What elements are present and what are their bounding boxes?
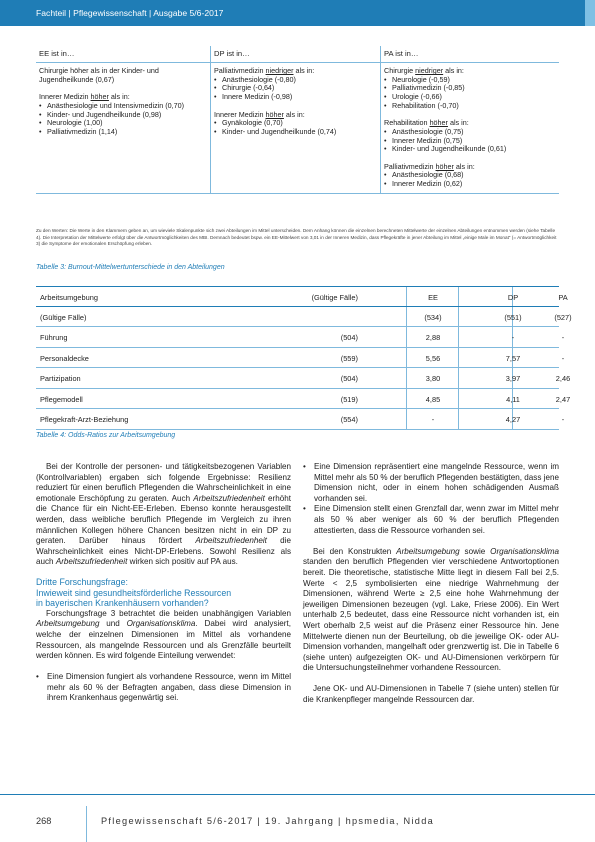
dp-palliative-heading: Palliativmedizin niedriger als in: [214,66,315,75]
list-item: • Gynäkologie (0,70) [214,119,377,128]
header-valid-cases: (Gültige Fälle) [311,293,358,302]
table-row: Führung (504) 2,88 - - [36,327,559,348]
criteria-list-continued [303,462,559,536]
header-dp: DP ist in… [210,46,380,62]
list-item: • Eine Dimension fungiert als vorhandene Ressource, wenn im Mittel mehr als 60 % der Befragten angaben, dass diese Dimension in ihrem Krankenhaus gegenwärtig sei. [36,672,291,704]
header-environment: Arbeitsumgebung [40,293,98,302]
table-4-caption: Tabelle 4: Odds-Ratios zur Arbeitsumgebung [36,432,176,439]
list-item: • Anästhesiologie (0,68) [384,171,556,180]
table-row: Personaldecke (559) 5,56 7,57 - [36,348,559,369]
table-odds-ratios [36,286,572,430]
section-heading: Dritte Forschungsfrage: Inwieweit sind gesundheitsförderliche Ressourcen in bayerischen Krankenhäusern vorhanden? [36,576,232,609]
table-row: (Gültige Fälle) (534) (551) (527) [36,307,559,328]
pa-surgery-heading: Chirurgie niedriger als in: [384,66,464,75]
ee-internal-heading: Innerer Medizin höher als in: [39,92,130,102]
table-header-row [36,286,568,307]
list-item: • Kinder- und Jugendheilkunde (0,61) [384,145,556,154]
table-body-row [36,63,559,194]
header-text: Fachteil | Pflegewissenschaft | Ausgabe 5/6-2017 [36,8,224,18]
list-item: • Chirurgie (-0,64) [214,84,377,93]
header-pa: PA ist in… [380,46,559,62]
table-3-caption: Tabelle 3: Burnout-Mittelwertunterschiede in den Abteilungen [36,264,225,271]
pa-palliative-heading: Palliativmedizin höher als in: [384,161,475,171]
paragraph: Bei der Kontrolle der personen- und tätigkeitsbezogenen Variablen (Kontrollvariablen) ergaben sich folgende Ergebnisse: Resilienz reduziert für einen beruflich Pflegenden die Wahrscheinlichkeit in eine emotionale Erschöpfung zu geraten. Auch Arbeitszufriedenheit erhöht die Chance für ein Nicht-EE-Erleben. Ebenso konnte herausgestellt werden, dass weibliche beruflich Pflegende im Vergleich zu ihren männlichen Kollegen höhere Chancen besitzen nicht in ein DP zu geraten. Darüber hinaus fördert Arbeitszufriedenheit die Wahrscheinlichkeit eines Nicht-DP-Erlebens. Sowohl Resilienz als auch Arbeitszufriedenheit wirken sich positiv auf PA aus. [36,462,291,567]
list-item: • Urologie (-0,66) [384,93,556,102]
paragraph: Jene OK- und AU-Dimensionen in Tabelle 7 (siehe unten) stellen für die Krankenpfleger mangelnde Ressourcen dar. [303,684,559,705]
dp-internal-list [214,119,377,136]
dp-internal-heading: Innerer Medizin höher als in: [214,109,305,119]
list-item: • Rehabilitation (-0,70) [384,102,556,111]
criteria-list [36,672,291,704]
header-ee: EE ist in… [39,49,75,58]
list-item: • Innerer Medizin (0,75) [384,137,556,146]
column-pa [380,63,559,193]
list-item: • Kinder- und Jugendheilkunde (0,98) [39,111,207,120]
column-dp [210,63,380,193]
list-item: • Palliativmedizin (1,14) [39,128,207,137]
footer-divider [0,794,595,795]
list-item: • Anästhesiologie (0,75) [384,128,556,137]
list-item: • Palliativmedizin (-0,85) [384,84,556,93]
pa-palliative-list [384,171,556,188]
pa-rehab-heading: Rehabilitation höher als in: [384,118,469,128]
list-item: • Eine Dimension repräsentiert eine mangelnde Ressource, wenn im Mittel mehr als 50 % der beruflich Pflegenden bestätigten, dass jene Dimension nicht, oder in einem hohen schädigenden Ausmaß vorhanden sei. [303,462,559,504]
table-header-row [36,46,559,63]
page-header [0,0,595,26]
paragraph: Forschungsfrage 3 betrachtet die beiden unabhängigen Variablen Arbeitsumgebung und Organisationsklima. Dabei wird analysiert, welche der einzelnen Dimensionen im Mittel als vorhandene Ressourcen, als mangelnde Ressourcen und als Grenzfälle beurteilt werden können. Es wird folgende Einteilung verwendet: [36,608,291,661]
paragraph: Bei den Konstrukten Arbeitsumgebung sowie Organisationsklima standen den beruflich Pflegenden vier verschiedene Antwortoptionen bereit. Die theoretische, statistische Mitte liegt in diesem Fall bei 2,5. Werte < 2,5 symbolisierten eine niedrige Wahrnehmung der Dimensionen, während Werte ≥ 2,5 eine hohe Wahrnehmung der jeweiligen Dimensionen bezeugen (vgl. Lake, Friese 2006). Ein Wert unterhalb 2,5 bedeutet, dass eine Ressource nicht vorhanden ist, ein Wert oberhalb 2,5 weist auf die Präsenz einer Ressource hin. Jene Mittelwerte dienen nun der Beurteilung, ob die jeweilige OK- oder AU-Dimension vorhanden, mangelhaft oder grenzwertig ist. Die in Tabelle 6 (siehe unten) aufgezeigten OK- und AU-Dimensionen verkörpern für die Untersuchungsteilnehmer vorhandene Ressourcen. [303,546,559,673]
pa-surgery-list [384,76,556,111]
header-ee: EE [428,293,438,302]
table-note: Zu den Werten: Die Werte in den Klammern geben an, um wieviele Skalenpunkte sich zwei Abteilungen im Mittel unterscheiden. Dem Anhang können die einzelnen berechneten Mittelwerte der einzelnen Abteilungen entnommen werden (siehe Tabelle 4). Die Interpretation der Mittelwerte erfolgt über die Antwortmöglichkeiten des MBI. Demnach bedeutet bspw. ein EE-Mittelwert von 3,01 in der Inneren Medizin, dass Pflegekräfte in jener Abteilung im Mittel „einige Male im Monat“ (= Antwortmöglichkeit 3) die Symptome der emotionalen Erschöpfung erleben. [36,228,557,247]
table-burnout-differences [36,46,559,194]
list-item: • Neurologie (-0,59) [384,76,556,85]
table-row: Partizipation (504) 3,80 3,97 2,46 [36,368,559,389]
ee-internal-list [39,102,207,137]
dp-palliative-list [214,76,377,102]
column-ee [36,63,210,193]
pa-rehab-list [384,128,556,154]
list-item: • Innere Medizin (-0,98) [214,93,377,102]
footer-vertical-divider [86,806,87,842]
list-item: • Anästhesiologie und Intensivmedizin (0,70) [39,102,207,111]
table-row: Pflegemodell (519) 4,85 4,11 2,47 [36,389,559,410]
list-item: • Innerer Medizin (0,62) [384,180,556,189]
page-number: 268 [36,816,52,826]
header-dp: DP [507,293,519,302]
ee-surgery: Chirurgie höher als in der Kinder- und Jugendheilkunde (0,67) [39,66,159,84]
footer-publication: Pflegewissenschaft 5/6-2017 | 19. Jahrgang | hpsmedia, Nidda [101,816,435,826]
body-column-right [303,462,559,706]
table-row: Pflegekraft-Arzt-Beziehung (554) - 4,27 - [36,409,559,430]
body-column-left [36,462,291,704]
header-accent [585,0,595,26]
list-item: • Anästhesiologie (-0,80) [214,76,377,85]
list-item: • Kinder- und Jugendheilkunde (0,74) [214,128,377,137]
list-item: • Eine Dimension stellt einen Grenzfall dar, wenn zwar im Mittel mehr als 50 % aber weniger als 60 % der beruflich Pflegenden attestierten, dass die Ressource vorhanden sei. [303,504,559,536]
header-pa: PA [558,293,568,302]
list-item: • Neurologie (1,00) [39,119,207,128]
